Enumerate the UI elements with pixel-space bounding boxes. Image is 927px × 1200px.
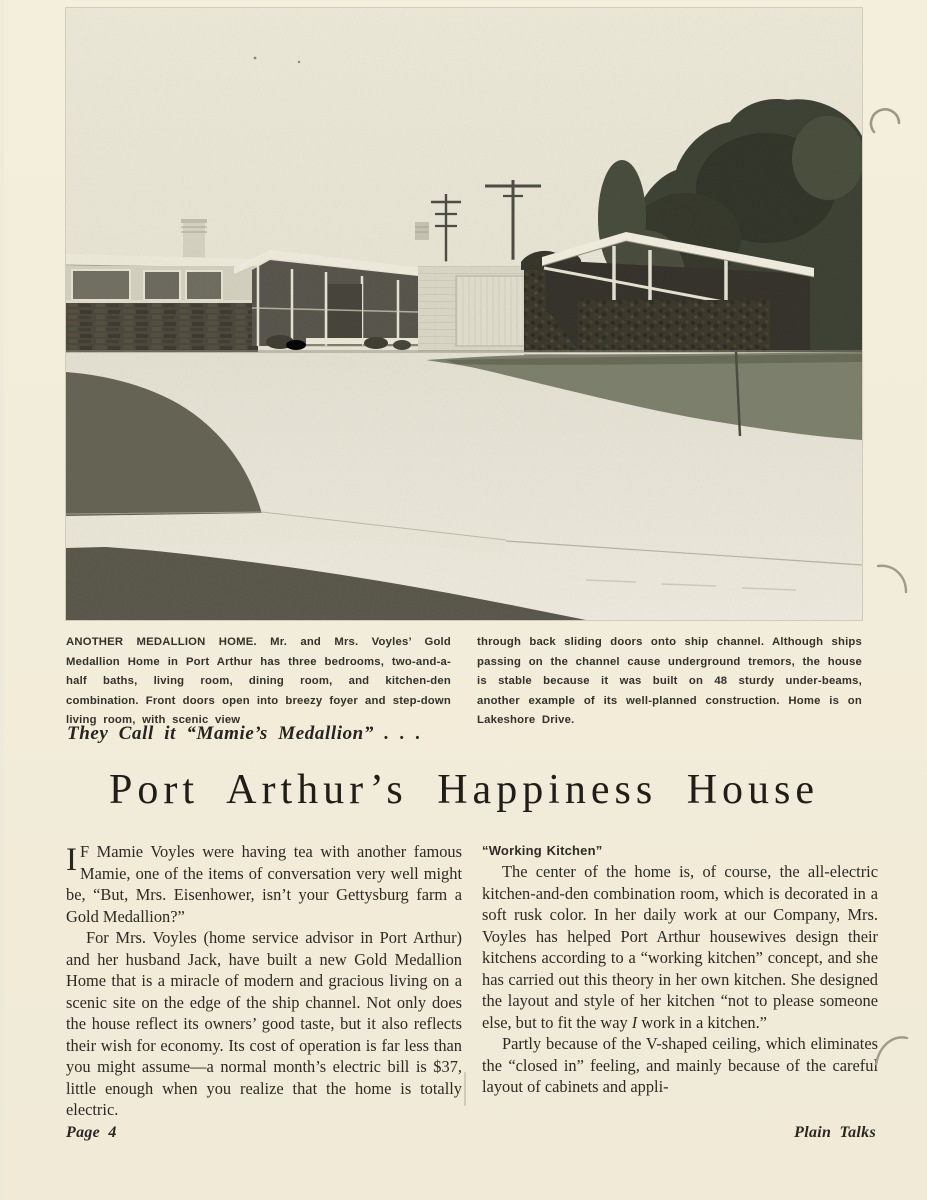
house-photo-illustration <box>66 8 862 620</box>
article-left-column <box>66 841 462 1121</box>
emphasized-word: I <box>631 1012 638 1032</box>
photo-grain <box>66 8 862 620</box>
paragraph-lead: I F Mamie Voyles were having tea with another famous Mamie, one of the items of conversation very well might be, “But, Mrs. Eisenhower, isn’t your Gettysburg farm a Gold Medallion?” <box>66 842 462 926</box>
page-number: Page 4 <box>66 1124 117 1141</box>
caption-right-column: through back sliding doors onto ship channel. Although ships passing on the channel cause underground tremors, the house is stable because it was built on 48 sturdy under-beams, another example of its well-planned construction. Home is on Lakeshore Drive. <box>477 636 862 727</box>
paragraph: Partly because of the V-shaped ceiling, which eliminates the “closed in” feeling, and mainly because of the careful layout of cabinets and appli- <box>482 1034 878 1096</box>
scan-edge <box>0 0 4 1200</box>
article-right-column <box>482 841 878 1121</box>
article-body <box>66 841 878 1121</box>
binding-curl-mark <box>872 560 912 604</box>
paragraph: The center of the home is, of course, the all-electric kitchen-and-den combination room, which is decorated in a soft rusk color. In her daily work at our Company, Mrs. Voyles has helped Port Arthur housewives design their kitchens according to a “working kitchen” concept, and she has carried out this theory in her own kitchen. She designed the layout and style of her kitchen “not to please someone else, but to fit the way I work in a kitchen.” <box>482 862 878 1032</box>
house-photo <box>66 8 862 620</box>
publication-name: Plain Talks <box>794 1124 876 1141</box>
kicker-line: They Call it “Mamie’s Medallion” . . . <box>67 723 422 744</box>
paragraph: For Mrs. Voyles (home service advisor in Port Arthur) and her husband Jack, have built a new Gold Medallion Home that is a miracle of modern and gracious living on a scenic site on the edge of the ship channel. Not only does the house reflect its owners’ good taste, but it also reflects their wish for economy. Its cost of operation is far less than you might assume—a normal month’s electric bill is $37, little enough when you realize that the home is totally electric. <box>66 928 462 1119</box>
caption-left-column: ANOTHER MEDALLION HOME. Mr. and Mrs. Voyles’ Gold Medallion Home in Port Arthur has three bedrooms, two-and-a-half baths, living room, dining room, and kitchen-den combination. Front doors open into breezy foyer and step-down living room, with scenic view <box>66 636 451 727</box>
drop-cap: I <box>66 842 77 878</box>
photo-caption <box>66 633 862 731</box>
column-divider-mark <box>464 1072 466 1106</box>
page-headline: Port Arthur’s Happiness House <box>108 767 820 813</box>
section-subhead: “Working Kitchen” <box>482 843 603 858</box>
binding-curl-mark <box>866 98 906 142</box>
binding-curl-mark <box>872 1030 912 1074</box>
